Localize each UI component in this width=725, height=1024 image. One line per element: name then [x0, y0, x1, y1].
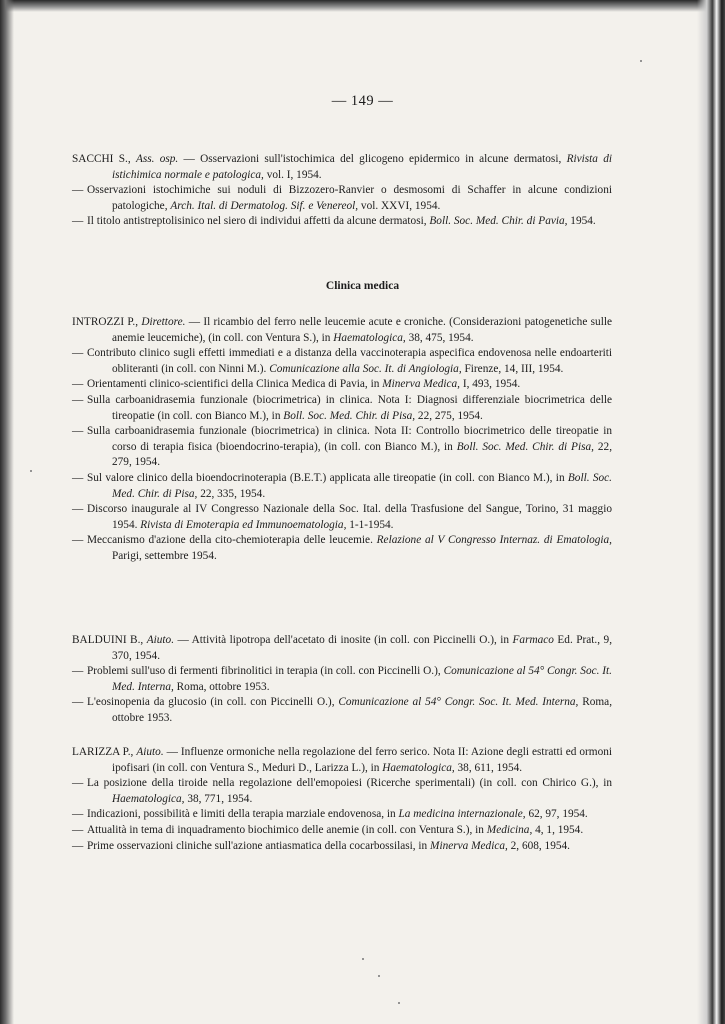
entry-citation: I, 493, 1954.	[462, 378, 521, 391]
entry-dash: —	[72, 823, 84, 836]
author-name: INTROZZI P.,	[72, 316, 139, 328]
scan-speck	[362, 958, 364, 960]
entry-title: Prime osservazioni cliniche sull'azione antiasmatica della cocarbossilasi, in	[87, 839, 428, 852]
sacchi-block	[72, 152, 612, 230]
entry-citation: Roma, ottobre 1953.	[112, 696, 613, 724]
entry-title: Problemi sull'uso di fermenti fibrinolitici in terapia (in coll. con Piccinelli O.),	[87, 665, 441, 678]
introzzi-block	[72, 315, 612, 565]
bibliography-entry	[72, 471, 612, 502]
journal-name: Boll. Soc. Med. Chir. di Pisa,	[283, 409, 416, 422]
entry-dash: —	[72, 215, 84, 228]
entry-title: — Influenze ormoniche nella regolazione del ferro serico. Nota II: Azione degli estratti ed ormoni ipofisari (in coll. con Ventura S., Meduri D., Larizza L.), in	[112, 746, 613, 774]
entry-title: Meccanismo d'azione della cito-chemioterapia delle leucemie.	[87, 534, 373, 547]
scan-speck	[398, 1002, 400, 1004]
entry-citation: 38, 771, 1954.	[187, 792, 253, 805]
journal-name: Rivista di istichimica normale e patologica,	[112, 153, 613, 181]
entry-title: Il titolo antistreptolisinico nel siero di individui affetti da alcune dermatosi,	[87, 215, 427, 228]
journal-name: Minerva Medica,	[382, 378, 460, 391]
bibliography-entry	[72, 664, 612, 695]
bibliography-entry	[72, 745, 612, 776]
bibliography-entry	[72, 315, 612, 346]
bibliography-entry	[72, 152, 612, 183]
scan-speck	[378, 975, 380, 977]
author-name: SACCHI S.,	[72, 153, 131, 165]
journal-name: Comunicazione alla Soc. It. di Angiologia,	[269, 362, 462, 375]
journal-name: Farmaco	[512, 634, 554, 646]
entry-dash: —	[72, 347, 84, 360]
entry-title: — Attività lipotropa dell'acetato di inosite (in coll. con Piccinelli O.), in	[177, 634, 510, 646]
journal-name: Haematologica,	[382, 761, 455, 774]
entry-dash: —	[72, 393, 84, 406]
entry-dash: —	[72, 665, 84, 678]
bibliography-entry	[72, 823, 612, 839]
entry-title: Indicazioni, possibilità e limiti della terapia marziale endovenosa, in	[87, 808, 396, 821]
section-title: Clinica medica	[325, 280, 400, 292]
page-number: — 149 —	[331, 93, 394, 109]
entry-title: Osservazioni istochimiche sui noduli di Bizzozero-Ranvier o desmosomi di Schaffer in alcune condizioni patologiche,	[87, 184, 612, 212]
journal-name: Comunicazione al 54° Congr. Soc. It. Med. Interna,	[112, 665, 613, 693]
entry-title: Sulla carboanidrasemia funzionale (biocrimetrica) in clinica. Nota II: Controllo biocrimetrico delle tireopatie in corso di terapia fisica (bioendocrino-terapia), (in coll. con Bianco M.), in	[87, 425, 612, 453]
entry-citation: 2, 608, 1954.	[510, 839, 570, 852]
entry-title: — Il ricambio del ferro nelle leucemie acute e croniche. (Considerazioni patogenetiche sulle anemie leucemiche), (in coll. con Ventura S.), in	[112, 316, 612, 344]
entry-dash: —	[72, 808, 84, 821]
journal-name: Rivista di Emoterapia ed Immunoematologia,	[140, 518, 347, 531]
entry-citation: 38, 611, 1954.	[457, 761, 523, 774]
journal-name: Relazione al V Congresso Internaz. di Ematologia,	[376, 534, 612, 547]
journal-name: La medicina internazionale,	[398, 808, 526, 821]
bibliography-entry	[72, 393, 612, 424]
scan-top-shadow	[0, 0, 725, 12]
entry-title: Sulla carboanidrasemia funzionale (biocrimetrica) in clinica. Nota I: Diagnosi differenziale biocrimetrica delle tireopatie (in coll. con Bianco M.), in	[87, 393, 612, 422]
entry-dash: —	[72, 425, 84, 438]
entry-citation: Ed. Prat., 9, 370, 1954.	[112, 634, 613, 662]
author-role: Aiuto.	[136, 746, 164, 758]
entry-title: Sul valore clinico della bioendocrinoterapia (B.E.T.) applicata alle tireopatie (in coll. con Bianco M.), in	[87, 471, 565, 484]
entry-title: Discorso inaugurale al IV Congresso Nazionale della Soc. Ital. della Trasfusione del Sangue, Torino, 31 maggio 1954.	[87, 503, 612, 531]
entry-dash: —	[72, 378, 84, 391]
entry-citation: 38, 475, 1954.	[408, 331, 474, 344]
entry-dash: —	[72, 503, 84, 516]
bibliography-entry	[72, 502, 612, 533]
entry-citation: vol. XXVI, 1954.	[360, 199, 441, 212]
bibliography-entry	[72, 776, 612, 807]
entry-citation: vol. I, 1954.	[266, 168, 322, 181]
entry-title: Contributo clinico sugli effetti immediati e a distanza della vaccinoterapia aspecifica endovenosa nelle endoarteriti obliteranti (in coll. con Ninni M.).	[87, 347, 612, 375]
author-role: Direttore.	[141, 316, 186, 328]
entry-dash: —	[72, 534, 84, 547]
scan-right-edge	[697, 0, 725, 1024]
entry-citation: 22, 335, 1954.	[200, 487, 266, 500]
entry-dash: —	[72, 696, 84, 709]
journal-name: Comunicazione al 54° Congr. Soc. It. Med. Interna,	[338, 696, 579, 709]
entry-dash: —	[72, 471, 84, 484]
larizza-block	[72, 745, 612, 854]
entry-citation: 22, 275, 1954.	[417, 409, 483, 422]
author-name: BALDUINI B.,	[72, 634, 144, 646]
entry-dash: —	[72, 839, 84, 852]
scan-left-shadow	[0, 0, 14, 1024]
bibliography-entry	[72, 183, 612, 214]
entry-citation: 1-1-1954.	[349, 518, 394, 531]
author-role: Aiuto.	[146, 634, 175, 646]
bibliography-entry	[72, 839, 612, 855]
bibliography-entry	[72, 424, 612, 471]
entry-citation: 62, 97, 1954.	[528, 808, 588, 821]
entry-title: — Osservazioni sull'istochimica del glicogeno epidermico in alcune dermatosi,	[183, 153, 562, 165]
bibliography-entry	[72, 377, 612, 393]
journal-name: Boll. Soc. Med. Chir. di Pavia,	[429, 215, 568, 228]
entry-citation: 1954.	[570, 215, 596, 228]
entry-dash: —	[72, 777, 84, 790]
scan-speck	[30, 470, 32, 472]
entry-citation: 4, 1, 1954.	[535, 823, 584, 836]
bibliography-entry	[72, 633, 612, 664]
entry-title: La posizione della tiroide nella regolazione dell'emopoiesi (Ricerche sperimentali) (in coll. con Chirico G.), in	[87, 777, 612, 790]
journal-name: Haematologica,	[112, 792, 185, 805]
entry-title: Attualità in tema di inquadramento biochimico delle anemie (in coll. con Ventura S.), in	[87, 823, 484, 836]
balduini-block	[72, 633, 612, 727]
entry-citation: Firenze, 14, III, 1954.	[464, 362, 564, 375]
bibliography-entry	[72, 695, 612, 726]
bibliography-entry	[72, 214, 612, 230]
journal-name: Minerva Medica,	[430, 839, 508, 852]
author-role: Ass. osp.	[135, 153, 179, 165]
scan-speck	[640, 60, 642, 62]
entry-dash: —	[72, 184, 84, 197]
bibliography-entry	[72, 346, 612, 377]
journal-name: Medicina,	[486, 823, 533, 836]
entry-title: L'eosinopenia da glucosio (in coll. con Piccinelli O.),	[87, 696, 335, 709]
journal-name: Arch. Ital. di Dermatolog. Sif. e Venereol,	[170, 199, 359, 212]
entry-citation: Parigi, settembre 1954.	[112, 549, 217, 562]
entry-title: Orientamenti clinico-scientifici della Clinica Medica di Pavia, in	[87, 378, 380, 391]
entry-citation: Roma, ottobre 1953.	[176, 680, 270, 693]
bibliography-entry	[72, 807, 612, 823]
author-name: LARIZZA P.,	[72, 746, 134, 758]
entry-citation: 22, 279, 1954.	[112, 440, 613, 469]
journal-name: Boll. Soc. Med. Chir. di Pisa,	[112, 471, 612, 500]
bibliography-entry	[72, 533, 612, 564]
journal-name: Haematologica,	[333, 331, 406, 344]
journal-name: Boll. Soc. Med. Chir. di Pisa,	[456, 440, 594, 453]
